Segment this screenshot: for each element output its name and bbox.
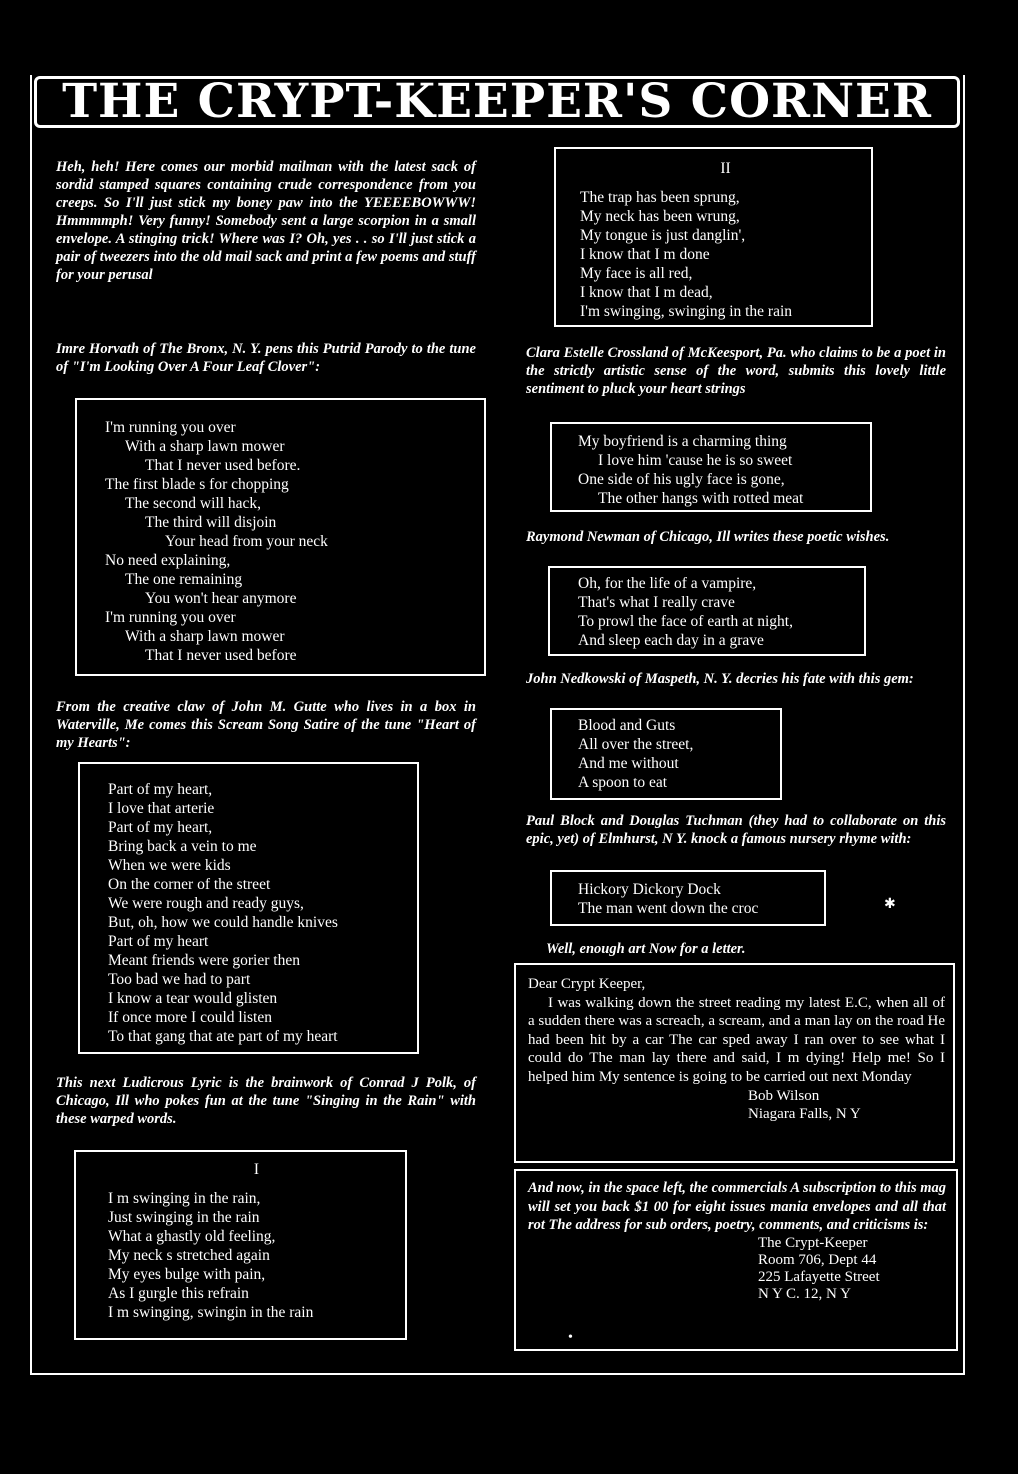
poem-line: Part of my heart,	[108, 819, 213, 836]
poem-line: All over the street,	[578, 736, 694, 753]
poem-heart	[78, 762, 419, 1054]
address-line: 225 Lafayette Street	[758, 1268, 880, 1285]
poem-line: But, oh, how we could handle knives	[108, 914, 338, 931]
poem-line: Blood and Guts	[578, 717, 676, 734]
intro-nedkowski: John Nedkowski of Maspeth, N. Y. decries his fate with this gem:	[526, 671, 914, 687]
poem-line: And me without	[578, 755, 679, 772]
poem-line: I'm running you over	[105, 419, 236, 436]
poem-swinging-1	[74, 1150, 407, 1340]
poem-line: When we were kids	[108, 857, 231, 874]
poem-hickory	[550, 870, 826, 926]
poem-boyfriend	[550, 422, 872, 512]
address-line: Room 706, Dept 44	[758, 1251, 877, 1268]
poem-line: If once more I could listen	[108, 1009, 272, 1026]
poem-blood-guts	[550, 708, 782, 800]
poem-line: I know that I m dead,	[580, 284, 713, 301]
subscription-box	[514, 1169, 958, 1351]
address-line: N Y C. 12, N Y	[758, 1285, 851, 1302]
subscription-text: And now, in the space left, the commercials A subscription to this mag will set you back $1 00 for eight issues mania envelopes and all that rot The address for sub orders, poetry, comments, and criticisms is:	[528, 1180, 946, 1234]
poem-line: My boyfriend is a charming thing	[578, 433, 787, 450]
letter-salutation: Dear Crypt Keeper,	[528, 976, 646, 992]
poem-line: And sleep each day in a grave	[578, 632, 764, 649]
poem-line: Bring back a vein to me	[108, 838, 257, 855]
poem-line: On the corner of the street	[108, 876, 271, 893]
poem-line: I know a tear would glisten	[108, 990, 278, 1007]
poem-line: The first blade s for chopping	[105, 476, 289, 493]
intro-newman: Raymond Newman of Chicago, Ill writes these poetic wishes.	[526, 529, 890, 545]
poem-line: As I gurgle this refrain	[108, 1285, 249, 1302]
poem-line: Oh, for the life of a vampire,	[578, 575, 757, 592]
intro-polk: This next Ludicrous Lyric is the brainwork of Conrad J Polk, of Chicago, Ill who pokes fun at the tune "Singing in the Rain" with these warped words.	[56, 1075, 476, 1127]
poem-lawn-mower	[75, 398, 486, 676]
poem-line: You won't hear anymore	[145, 590, 297, 607]
poem-line: With a sharp lawn mower	[125, 438, 285, 455]
poem-line: With a sharp lawn mower	[125, 628, 285, 645]
poem-line: Part of my heart	[108, 933, 209, 950]
poem-line: One side of his ugly face is gone,	[578, 471, 785, 488]
intro-crossland: Clara Estelle Crossland of McKeesport, Pa. who claims to be a poet in the strictly artistic sense of the word, submits this lovely little sentiment to pluck your heart strings	[526, 345, 946, 397]
poem-line: Just swinging in the rain	[108, 1209, 260, 1226]
poem-line: My neck has been wrung,	[580, 208, 740, 225]
poem-line: Your head from your neck	[165, 533, 328, 550]
poem-heading: II	[720, 160, 731, 177]
ink-speck: ✱	[884, 897, 896, 912]
poem-line: Meant friends were gorier then	[108, 952, 300, 969]
poem-line: I m swinging, swingin in the rain	[108, 1304, 314, 1321]
poem-line: That I never used before	[145, 647, 297, 664]
poem-line: I know that I m done	[580, 246, 710, 263]
poem-line: My neck s stretched again	[108, 1247, 270, 1264]
poem-line: The man went down the croc	[578, 900, 759, 917]
poem-line: The trap has been sprung,	[580, 189, 740, 206]
poem-line: That's what I really crave	[578, 594, 735, 611]
letter-signature-name: Bob Wilson	[748, 1087, 820, 1104]
letter-body: I was walking down the street reading my latest E.C, when all of a sudden there was a screach, a scream, and a man lay on the road He had been hit by a car The car sped away I ran over to see what I could do The man lay there and said, I m dying! Help me! So I helped him My sentence is going to be carried out next Monday	[528, 994, 945, 1085]
poem-line: To prowl the face of earth at night,	[578, 613, 793, 630]
intro-letter: Well, enough art Now for a letter.	[546, 941, 746, 957]
poem-line: The second will hack,	[125, 495, 262, 512]
poem-line: A spoon to eat	[578, 774, 668, 791]
poem-line: My face is all red,	[580, 265, 693, 282]
poem-line: I love him 'cause he is so sweet	[598, 452, 793, 469]
intro-block-tuchman: Paul Block and Douglas Tuchman (they had to collaborate on this epic, yet) of Elmhurst, N Y. knock a famous nursery rhyme with:	[526, 813, 946, 847]
poem-line: I'm running you over	[105, 609, 236, 626]
page-title: THE CRYPT-KEEPER'S CORNER	[34, 76, 960, 128]
poem-line: I love that arterie	[108, 800, 215, 817]
intro-gutte: From the creative claw of John M. Gutte who lives in a box in Waterville, Me comes this Scream Song Satire of the tune "Heart of my Hearts":	[56, 699, 476, 751]
poem-vampire	[548, 566, 866, 656]
poem-line: What a ghastly old feeling,	[108, 1228, 276, 1245]
intro-paragraph: Heh, heh! Here comes our morbid mailman with the latest sack of sordid stamped squares containing crude correspondence from you creeps. So I'll just stick my boney paw into the YEEEEBOWWW! Hmmmmph! Very funny! Somebody sent a large scorpion in a small envelope. A stinging trick! Where was I? Oh, yes . . so I'll just stick a pair of tweezers into the old mail sack and print a few poems and stuff for your perusal	[56, 159, 476, 283]
letter-signature-place: Niagara Falls, N Y	[748, 1106, 861, 1123]
intro-horvath: Imre Horvath of The Bronx, N. Y. pens this Putrid Parody to the tune of "I'm Looking Over A Four Leaf Clover":	[56, 341, 476, 375]
address-line: The Crypt-Keeper	[758, 1234, 868, 1251]
poem-heading: I	[253, 1161, 260, 1178]
poem-line: That I never used before.	[145, 457, 301, 474]
poem-line: Part of my heart,	[108, 781, 213, 798]
poem-line: The third will disjoin	[145, 514, 277, 531]
poem-line: The one remaining	[125, 571, 243, 588]
poem-line: I m swinging in the rain,	[108, 1190, 261, 1207]
letter-box	[514, 963, 955, 1163]
poem-line: We were rough and ready guys,	[108, 895, 304, 912]
poem-line: To that gang that ate part of my heart	[108, 1028, 338, 1045]
poem-line: Hickory Dickory Dock	[578, 881, 721, 898]
poem-line: I'm swinging, swinging in the rain	[580, 303, 793, 320]
poem-line: No need explaining,	[105, 552, 231, 569]
poem-line: Too bad we had to part	[108, 971, 251, 988]
poem-line: The other hangs with rotted meat	[598, 490, 804, 507]
poem-swinging-2	[554, 147, 873, 327]
ink-speck: •	[568, 1330, 573, 1345]
poem-line: My eyes bulge with pain,	[108, 1266, 266, 1283]
poem-line: My tongue is just danglin',	[580, 227, 746, 244]
